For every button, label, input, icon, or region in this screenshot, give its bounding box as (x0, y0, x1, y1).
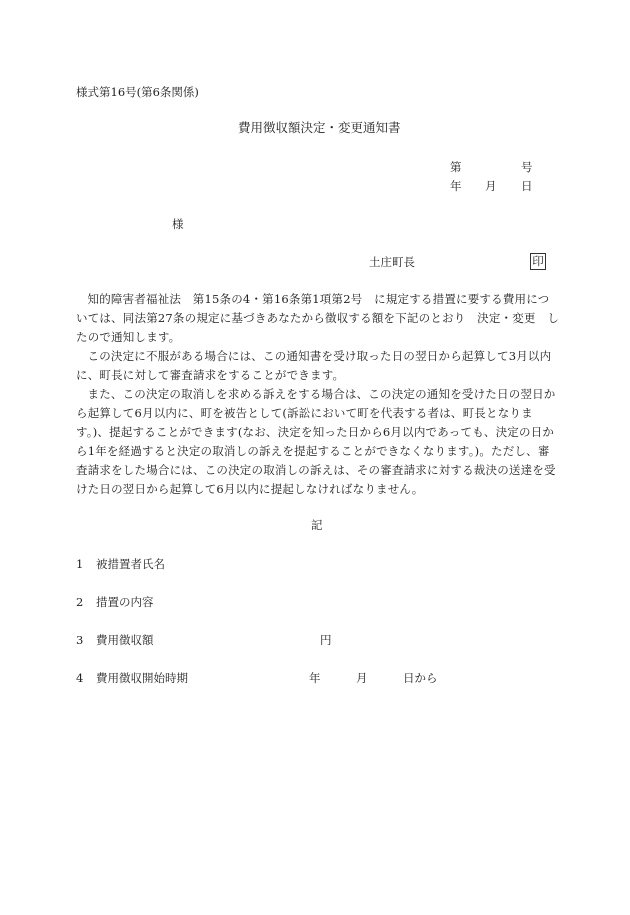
item-4-day-from: 日から (403, 671, 438, 685)
item-4-month: 月 (356, 671, 368, 685)
seal (530, 253, 546, 270)
paragraph-main: 知的障害者福祉法 第15条の4・第16条第1項第2号 に規定する措置に要する費用については、同法第27条の規定に基づきあなたから徴収する額を下記のとおり 決定・変更 したので通知します。 (76, 292, 560, 344)
item-3-number: 3 (76, 633, 84, 647)
notice-body (76, 290, 560, 499)
item-4-number: 4 (76, 671, 84, 685)
item-3-unit: 円 (320, 633, 332, 647)
addressee-suffix: 様 (172, 217, 184, 231)
item-1-label: 被措置者氏名 (96, 557, 165, 571)
date-day: 日 (521, 179, 533, 193)
number-prefix: 第 (450, 160, 462, 174)
number-suffix: 号 (521, 160, 533, 174)
item-2-number: 2 (76, 595, 84, 609)
date-year: 年 (450, 179, 462, 193)
form-label: 様式第16号(第6条関係) (76, 85, 199, 99)
paragraph-appeal: この決定に不服がある場合には、この通知書を受け取った日の翌日から起算して3月以内に、町長に対して審査請求をすることができます。 (76, 349, 552, 382)
item-4-year: 年 (309, 671, 321, 685)
document-title: 費用徴収額決定・変更通知書 (238, 120, 401, 135)
ki-heading: 記 (311, 518, 323, 532)
date-month: 月 (485, 179, 497, 193)
item-1-number: 1 (76, 557, 84, 571)
item-3-label: 費用徴収額 (96, 633, 154, 647)
item-4-label: 費用徴収開始時期 (96, 671, 188, 685)
paragraph-lawsuit: また、この決定の取消しを求める訴えをする場合は、この決定の通知を受けた日の翌日から起算して6月以内に、町を被告として(訴訟において町を代表する者は、町長となります。)、提起することができます(なお、決定を知った日から6月以内であっても、決定の日から1年を経過すると決定の取消しの訴えを提起することができなくなります。)。ただし、審査請求をした場合には、この決定の取消しの訴えは、その審査請求に対する裁決の送達を受けた日の翌日から起算して6月以内に提起しなければなりません。 (76, 387, 556, 496)
item-2-label: 措置の内容 (96, 595, 154, 609)
seal-mark: 印 (530, 253, 546, 270)
issuer: 土庄町長 (369, 255, 415, 269)
